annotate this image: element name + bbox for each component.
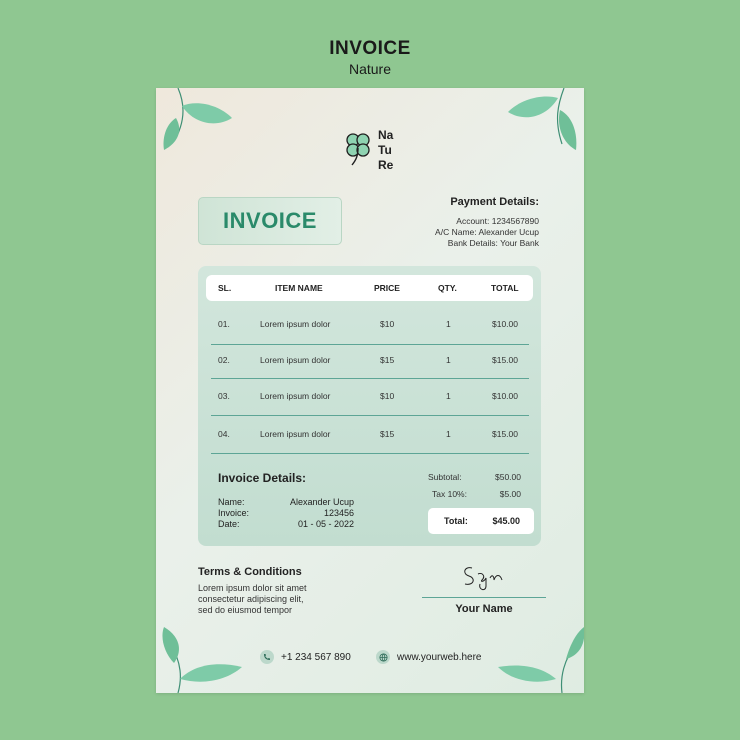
globe-icon bbox=[376, 650, 390, 664]
row-qty: 1 bbox=[446, 391, 451, 401]
header-item-name: ITEM NAME bbox=[275, 283, 323, 293]
contact-web[interactable] bbox=[376, 650, 481, 664]
row-sl: 02. bbox=[218, 355, 230, 365]
contact-phone bbox=[260, 650, 351, 664]
leaf-top-right-icon bbox=[494, 88, 584, 158]
row-total: $10.00 bbox=[492, 319, 518, 329]
terms-and-conditions bbox=[198, 566, 368, 616]
logo-line-2: Tu bbox=[378, 143, 392, 157]
terms-line: sed do eiusmod tempor bbox=[198, 605, 293, 615]
terms-heading: Terms & Conditions bbox=[198, 566, 302, 578]
table-row bbox=[211, 342, 529, 378]
subtotal-label: Subtotal: bbox=[428, 472, 462, 482]
payment-account: Account: 1234567890 bbox=[456, 216, 539, 226]
header-sl: SL. bbox=[218, 283, 232, 293]
tax-label: Tax 10%: bbox=[432, 489, 467, 499]
detail-date-value: 01 - 05 - 2022 bbox=[297, 519, 354, 529]
signature-area bbox=[422, 558, 546, 618]
invoice-heading-badge: INVOICE bbox=[198, 197, 342, 245]
logo-line-1: Na bbox=[378, 128, 394, 142]
invoice-details bbox=[218, 471, 378, 530]
row-sl: 01. bbox=[218, 319, 230, 329]
phone-number: +1 234 567 890 bbox=[281, 651, 351, 663]
row-qty: 1 bbox=[446, 319, 451, 329]
terms-line: consectetur adipiscing elit, bbox=[198, 594, 304, 604]
detail-invoice-row bbox=[218, 508, 378, 519]
detail-invoice-value: 123456 bbox=[323, 508, 354, 518]
detail-name-value: Alexander Ucup bbox=[289, 497, 354, 507]
logo-wordmark bbox=[378, 128, 408, 173]
payment-details bbox=[435, 196, 539, 249]
items-table bbox=[198, 266, 541, 546]
row-price: $10 bbox=[380, 319, 395, 329]
header-price: PRICE bbox=[374, 283, 400, 293]
page-title: INVOICE bbox=[329, 38, 411, 59]
row-qty: 1 bbox=[446, 355, 451, 365]
invoice-details-heading: Invoice Details: bbox=[218, 471, 307, 485]
tax-value: $5.00 bbox=[499, 489, 521, 499]
row-sl: 04. bbox=[218, 429, 230, 439]
total-box bbox=[428, 508, 534, 534]
header-total: TOTAL bbox=[491, 283, 519, 293]
subtotal-value: $50.00 bbox=[495, 472, 521, 482]
table-row bbox=[211, 378, 529, 414]
invoice-paper bbox=[156, 88, 584, 693]
signature-scribble-icon bbox=[460, 562, 510, 592]
signature-line bbox=[422, 597, 546, 598]
leaf-top-left-icon bbox=[156, 88, 246, 158]
header-qty: QTY. bbox=[438, 283, 457, 293]
row-price: $10 bbox=[380, 391, 395, 401]
row-price: $15 bbox=[380, 429, 395, 439]
row-item: Lorem ipsum dolor bbox=[260, 355, 331, 365]
detail-date-row bbox=[218, 519, 378, 530]
total-value: $45.00 bbox=[492, 516, 520, 526]
payment-heading: Payment Details: bbox=[450, 196, 539, 208]
website-link[interactable]: www.yourweb.here bbox=[397, 651, 482, 663]
leaf-bottom-right-icon bbox=[494, 623, 584, 693]
row-sl: 03. bbox=[218, 391, 230, 401]
brand-logo bbox=[342, 128, 402, 172]
detail-date-label: Date: bbox=[218, 519, 240, 529]
row-item: Lorem ipsum dolor bbox=[260, 429, 331, 439]
detail-name-label: Name: bbox=[218, 497, 245, 507]
row-total: $15.00 bbox=[492, 355, 518, 365]
page-subtitle: Nature bbox=[348, 61, 392, 77]
leaf-bottom-left-icon bbox=[156, 623, 246, 693]
row-item: Lorem ipsum dolor bbox=[260, 391, 331, 401]
row-total: $10.00 bbox=[492, 391, 518, 401]
signature-name: Your Name bbox=[455, 603, 513, 615]
payment-ac-name: A/C Name: Alexander Ucup bbox=[435, 227, 539, 237]
row-divider bbox=[211, 453, 529, 454]
payment-bank: Bank Details: Your Bank bbox=[447, 238, 539, 248]
phone-icon bbox=[260, 650, 274, 664]
table-row bbox=[211, 306, 529, 342]
row-total: $15.00 bbox=[492, 429, 518, 439]
logo-line-3: Re bbox=[378, 158, 394, 172]
four-leaf-clover-icon bbox=[342, 128, 374, 168]
table-row bbox=[211, 416, 529, 452]
detail-invoice-label: Invoice: bbox=[218, 508, 250, 518]
row-price: $15 bbox=[380, 355, 395, 365]
total-label: Total: bbox=[444, 516, 468, 526]
table-header bbox=[206, 275, 533, 301]
row-qty: 1 bbox=[446, 429, 451, 439]
row-item: Lorem ipsum dolor bbox=[260, 319, 331, 329]
detail-name-row bbox=[218, 497, 378, 508]
terms-line: Lorem ipsum dolor sit amet bbox=[198, 583, 307, 593]
